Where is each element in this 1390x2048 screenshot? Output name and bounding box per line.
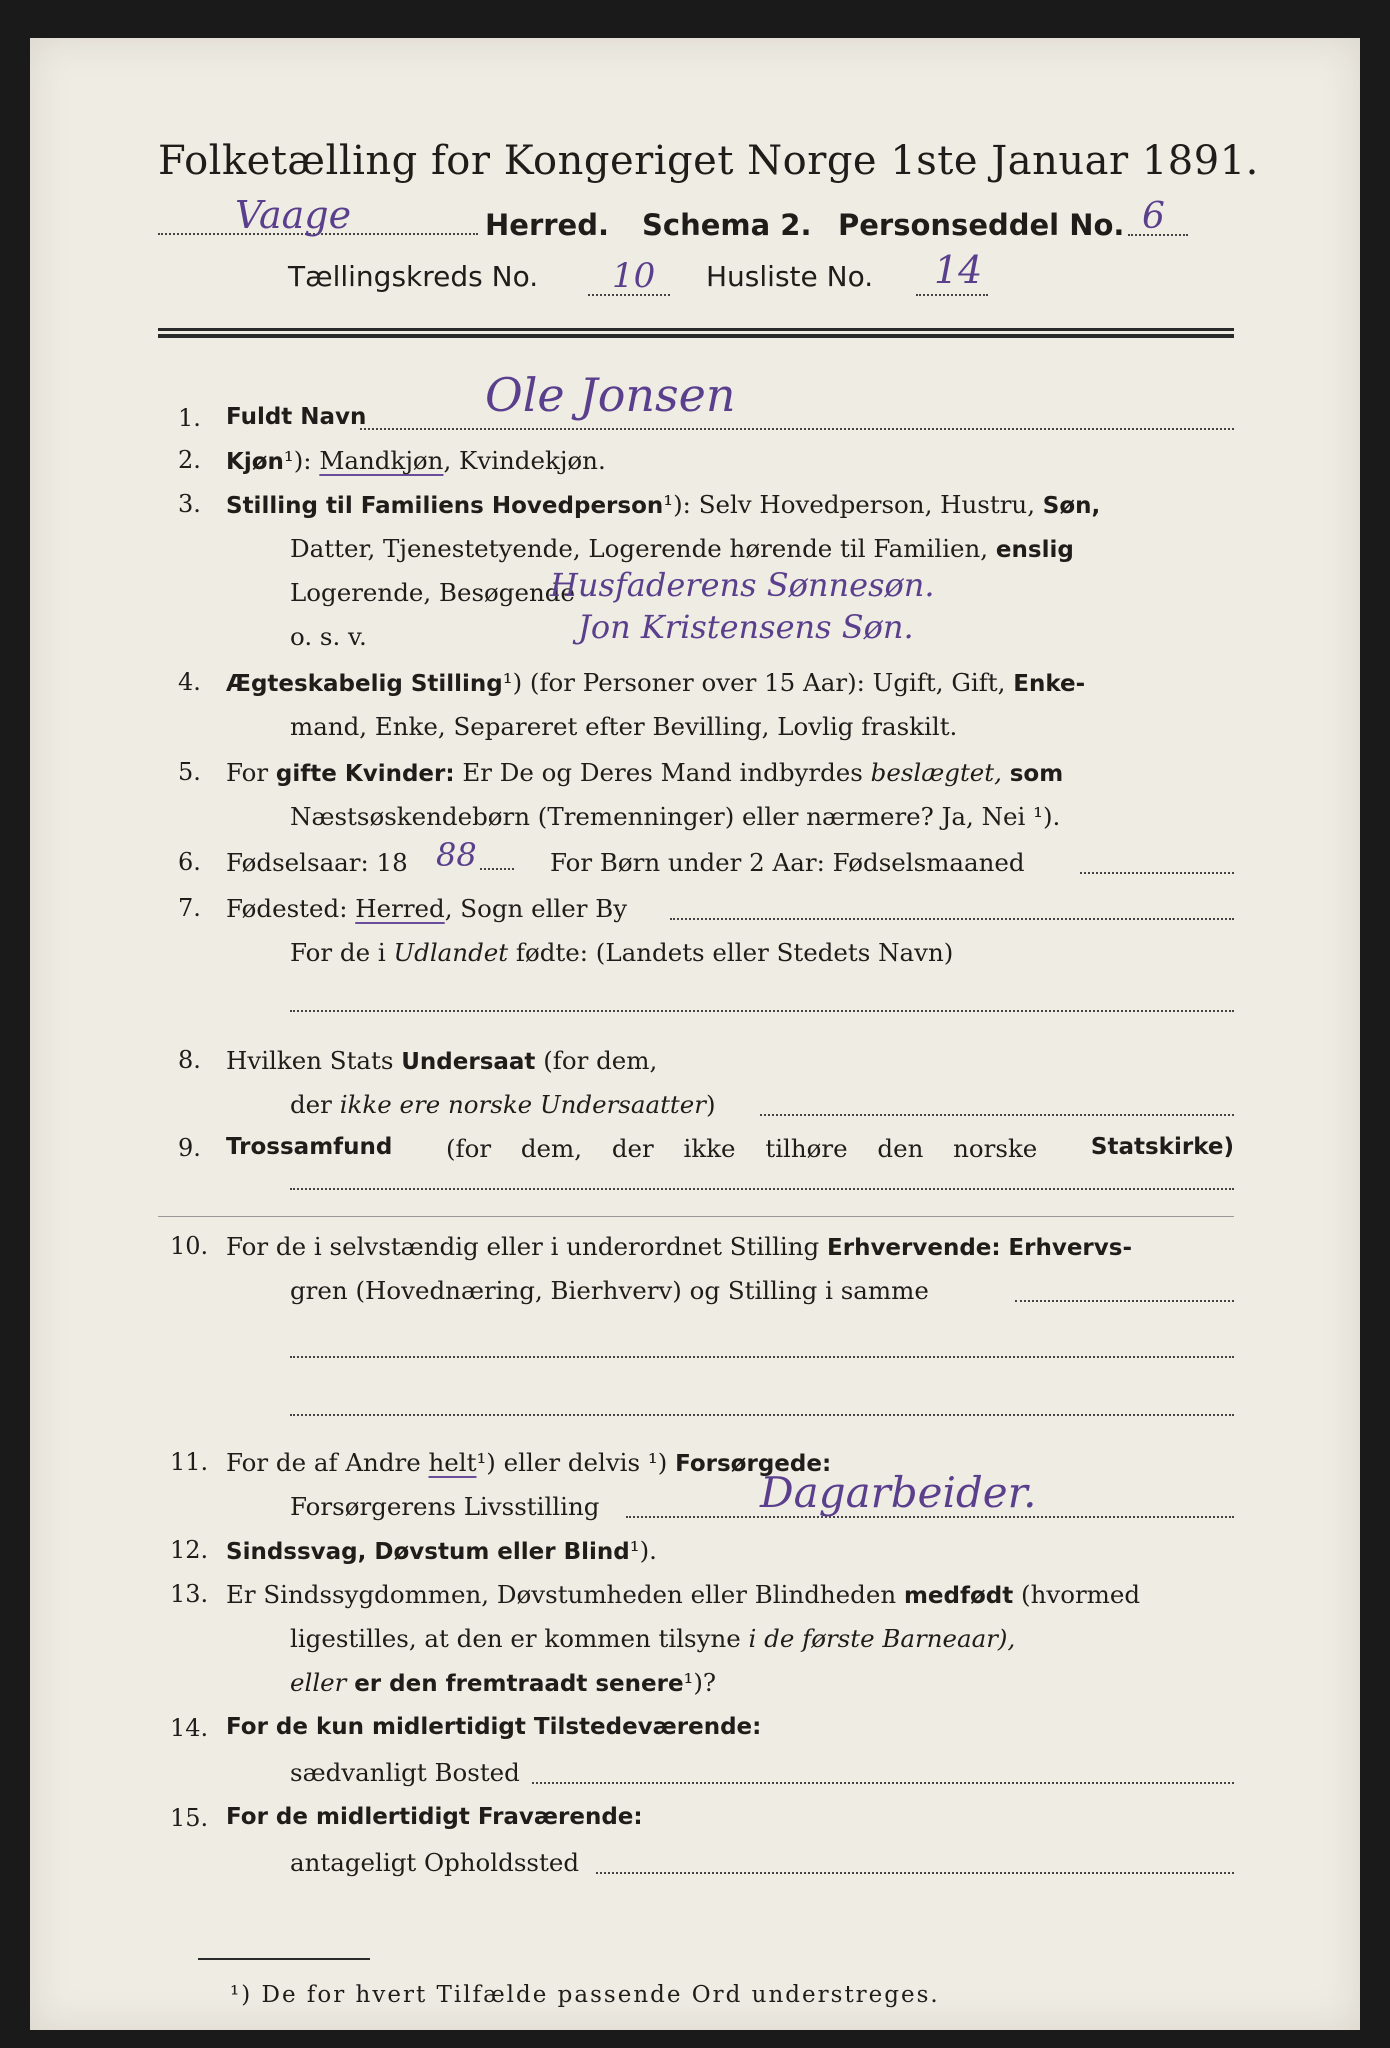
item-13-line1a: Er Sindssygdommen, Døvstumheden eller Blindheden: [226, 1580, 897, 1609]
item-15-line: [596, 1872, 1234, 1874]
item-11-line2: Forsørgerens Livsstilling: [290, 1492, 600, 1521]
item-2-option-kvindekjon: , Kvindekjøn.: [443, 446, 606, 475]
item-5-line1: Er De og Deres Mand indbyrdes: [462, 758, 863, 787]
item-13-line2a: ligestilles, at den er kommen tilsyne: [290, 1624, 741, 1653]
item-5-som: som: [1009, 761, 1064, 787]
separator-9-10: [158, 1216, 1234, 1217]
item-4-enke: Enke-: [1013, 671, 1086, 697]
item-number-4: 4.: [178, 668, 201, 696]
item-8-line2c: ): [705, 1090, 716, 1119]
item-10-line2: gren (Hovednæring, Bierhverv) og Stilling i samme: [290, 1276, 929, 1305]
header-rule-top: [158, 328, 1234, 331]
item-3-line2: Datter, Tjenestetyende, Logerende hørende til Familien,: [290, 534, 989, 563]
item-7-line2: [290, 1010, 1234, 1012]
item-3-son: Søn,: [1042, 493, 1101, 519]
item-number-10: 10.: [170, 1232, 209, 1260]
item-5-beslaegtet: beslægtet,: [870, 758, 1002, 787]
husliste-dots: [916, 294, 988, 296]
item-10-line: [1015, 1300, 1234, 1302]
schema-label: Schema 2.: [642, 208, 812, 242]
item-4-label: Ægteskabelig Stilling: [226, 671, 503, 697]
item-14-line1: For de kun midlertidigt Tilstedeværende:: [226, 1714, 762, 1740]
taellingskreds-label: Tællingskreds No.: [288, 260, 539, 293]
item-number-1: 1.: [178, 404, 201, 432]
item-2-sup: ¹):: [283, 446, 312, 475]
item-7-line2a: For de i: [290, 938, 386, 967]
item-9-rest: (for dem, der ikke tilhøre den norske: [445, 1134, 1038, 1163]
item-6-month-line: [1080, 872, 1234, 874]
item-4-line1: ¹) (for Personer over 15 Aar): Ugift, Gift,: [502, 668, 1006, 697]
personseddel-value: 6: [1142, 196, 1165, 237]
item-number-9: 9.: [178, 1134, 201, 1162]
item-number-14: 14.: [170, 1714, 209, 1742]
item-13-line3c: ¹)?: [683, 1668, 717, 1697]
item-3-label: Stilling til Familiens Hovedperson: [226, 493, 664, 519]
item-1-label: Fuldt Navn: [226, 404, 367, 430]
herred-value: Vaage: [235, 193, 352, 237]
herred-label: Herred.: [485, 208, 609, 242]
item-11-helt: helt: [428, 1448, 477, 1477]
item-7-udlandet: Udlandet: [393, 938, 509, 967]
item-8-line1c: (for dem,: [543, 1046, 658, 1075]
item-1-answer: Ole Jonsen: [485, 368, 736, 422]
item-6-answer: 88: [436, 836, 477, 874]
item-9-statskirke: Statskirke): [1090, 1134, 1234, 1160]
item-11-line1a: For de af Andre: [226, 1448, 421, 1477]
item-number-15: 15.: [170, 1804, 209, 1832]
item-7-rest: , Sogn eller By: [444, 894, 628, 923]
footnote-rule: [198, 1958, 370, 1960]
item-8-line2a: der: [290, 1090, 332, 1119]
item-3-line3: Logerende, Besøgende: [290, 578, 575, 607]
footnote: ¹) De for hvert Tilfælde passende Ord understreges.: [230, 1982, 940, 2008]
item-11-line1b: ¹) eller delvis ¹): [476, 1448, 668, 1477]
census-form-page: [30, 38, 1360, 2030]
item-number-13: 13.: [170, 1580, 209, 1608]
item-number-7: 7.: [178, 894, 201, 922]
item-11-forsorgede: Forsørgede:: [675, 1451, 832, 1477]
item-13-line3b: er den fremtraadt senere: [354, 1671, 684, 1697]
header-rule-bottom: [158, 334, 1234, 338]
husliste-label: Husliste No.: [706, 260, 874, 293]
item-10-line2b: [290, 1356, 1234, 1358]
item-10-line3: [290, 1414, 1234, 1416]
item-13-eller: eller: [290, 1668, 347, 1697]
item-7-label: Fødested:: [226, 894, 348, 923]
item-7-line: [670, 918, 1234, 920]
item-4-line2: mand, Enke, Separeret efter Bevilling, Lovlig fraskilt.: [290, 712, 958, 741]
item-5-pre: For: [226, 758, 269, 787]
item-number-6: 6.: [178, 848, 201, 876]
item-11-answer: Dagarbeider.: [760, 1468, 1037, 1517]
item-6-label: Fødselsaar: 18: [226, 848, 408, 877]
item-2-option-mandkjon: Mandkjøn: [319, 446, 444, 475]
item-1-line: [360, 428, 1234, 430]
item-10-erhvervende: Erhvervende:: [827, 1235, 1001, 1261]
item-13-medfodt: medfødt: [903, 1583, 1014, 1609]
item-5-line2: Næstsøskendebørn (Tremenninger) eller nærmere? Ja, Nei ¹).: [290, 802, 1061, 831]
item-7-line2c: fødte: (Landets eller Stedets Navn): [515, 938, 954, 967]
taellingskreds-value: 10: [612, 256, 656, 296]
item-5-label: gifte Kvinder:: [275, 761, 455, 787]
item-15-line1: For de midlertidigt Fraværende:: [226, 1804, 643, 1830]
item-14-line: [532, 1782, 1234, 1784]
item-number-8: 8.: [178, 1046, 201, 1074]
item-3-line4: o. s. v.: [290, 622, 367, 651]
form-title: Folketælling for Kongeriget Norge 1ste Januar 1891.: [158, 138, 1259, 184]
item-6-rest: For Børn under 2 Aar: Fødselsmaaned: [550, 848, 1025, 877]
item-12-sup: ¹).: [629, 1536, 657, 1565]
item-3-line1: ¹): Selv Hovedperson, Hustru,: [663, 490, 1035, 519]
item-8-line2b: ikke ere norske Undersaatter: [339, 1090, 706, 1119]
item-10-line1a: For de i selvstændig eller i underordnet Stilling: [226, 1232, 820, 1261]
item-8-undersaat: Undersaat: [401, 1049, 536, 1075]
item-14-line2: sædvanligt Bosted: [290, 1758, 520, 1787]
item-8-line: [760, 1114, 1234, 1116]
item-3-answer-1: Husfaderens Sønnesøn.: [550, 566, 935, 604]
item-number-2: 2.: [178, 446, 201, 474]
item-10-erhvervs: Erhvervs-: [1008, 1235, 1132, 1261]
item-13-line1c: (hvormed: [1021, 1580, 1141, 1609]
item-6-dots: [480, 868, 514, 870]
item-2-label: Kjøn: [226, 449, 284, 475]
item-9-label: Trossamfund: [226, 1134, 393, 1160]
item-number-11: 11.: [170, 1448, 209, 1476]
item-3-enslig: enslig: [995, 537, 1074, 563]
item-7-option-herred: Herred: [355, 894, 445, 923]
husliste-value: 14: [934, 248, 983, 292]
item-number-3: 3.: [178, 490, 201, 518]
item-13-line2b: i de første Barneaar),: [748, 1624, 1016, 1653]
item-9-line: [290, 1188, 1234, 1190]
item-15-line2: antageligt Opholdssted: [290, 1848, 579, 1877]
item-8-line1a: Hvilken Stats: [226, 1046, 394, 1075]
item-number-5: 5.: [178, 758, 201, 786]
item-number-12: 12.: [170, 1536, 209, 1564]
item-3-answer-2: Jon Kristensens Søn.: [578, 608, 914, 646]
personseddel-label: Personseddel No.: [838, 208, 1125, 242]
item-12-label: Sindssvag, Døvstum eller Blind: [226, 1539, 630, 1565]
